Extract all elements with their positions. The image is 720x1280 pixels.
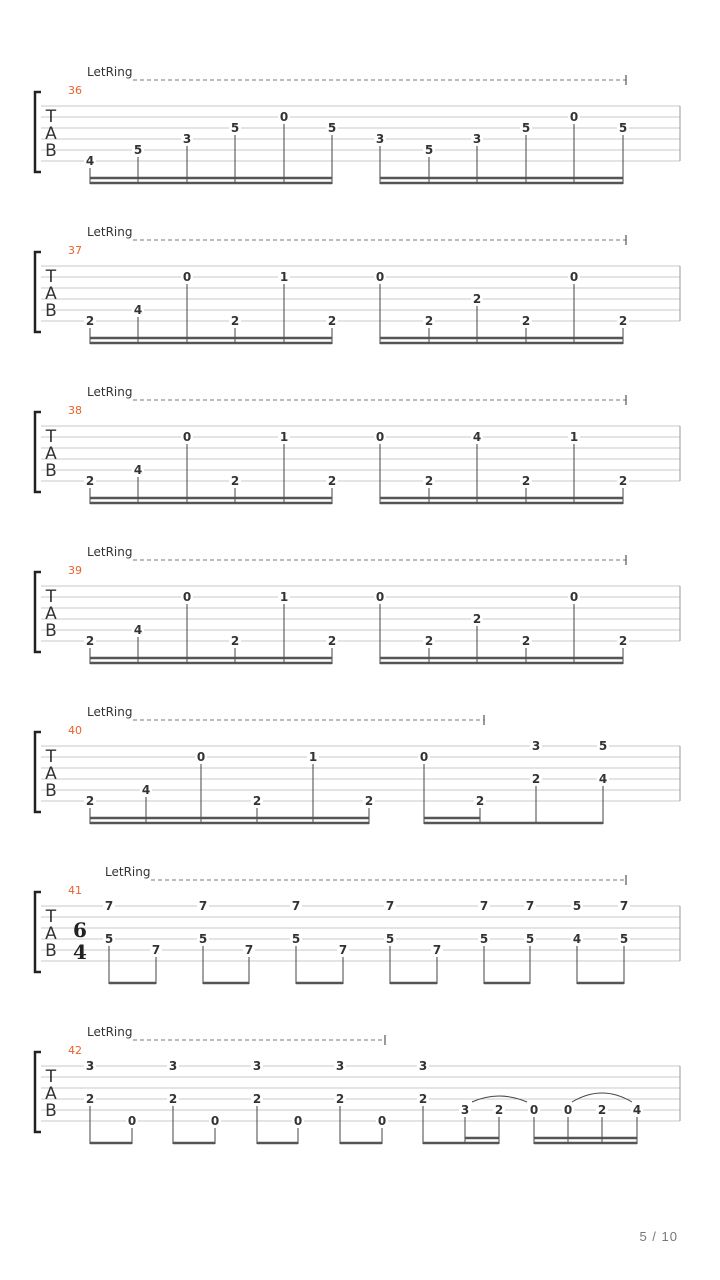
time-signature-bottom: 4 xyxy=(73,940,87,964)
tab-clef-letter: B xyxy=(45,1101,57,1121)
tab-clef-letter: T xyxy=(45,747,57,767)
tab-system-40 xyxy=(35,705,680,824)
fret-number: 4 xyxy=(133,303,143,317)
fret-number: 1 xyxy=(308,750,318,764)
system-bracket xyxy=(35,572,41,652)
fret-number: 3 xyxy=(460,1103,470,1117)
fret-number: 5 xyxy=(104,932,114,946)
fret-number: 2 xyxy=(424,474,434,488)
fret-number: 2 xyxy=(521,634,531,648)
fret-number: 7 xyxy=(479,899,489,913)
fret-number: 0 xyxy=(569,270,579,284)
system-bracket xyxy=(35,252,41,332)
time-signature-top: 6 xyxy=(73,918,87,942)
fret-number: 3 xyxy=(418,1059,428,1073)
fret-number: 4 xyxy=(141,783,151,797)
tab-clef-letter: T xyxy=(45,1067,57,1087)
fret-number: 0 xyxy=(375,590,385,604)
fret-number: 0 xyxy=(210,1114,220,1128)
page-number: 5 / 10 xyxy=(639,1229,678,1244)
fret-number: 3 xyxy=(168,1059,178,1073)
fret-number: 4 xyxy=(598,772,608,786)
fret-number: 3 xyxy=(335,1059,345,1073)
fret-number: 5 xyxy=(230,121,240,135)
fret-number: 2 xyxy=(618,314,628,328)
fret-number: 1 xyxy=(279,590,289,604)
fret-number: 3 xyxy=(472,132,482,146)
fret-number: 2 xyxy=(327,474,337,488)
fret-number: 2 xyxy=(327,314,337,328)
fret-number: 5 xyxy=(327,121,337,135)
fret-number: 2 xyxy=(335,1092,345,1106)
fret-number: 5 xyxy=(598,739,608,753)
tab-system-38 xyxy=(35,385,680,504)
system-bracket xyxy=(35,892,41,972)
fret-number: 7 xyxy=(619,899,629,913)
fret-number: 5 xyxy=(618,121,628,135)
fret-number: 5 xyxy=(525,932,535,946)
fret-number: 7 xyxy=(338,943,348,957)
fret-number: 2 xyxy=(252,1092,262,1106)
fret-number: 2 xyxy=(424,314,434,328)
fret-number: 5 xyxy=(572,899,582,913)
fret-number: 0 xyxy=(419,750,429,764)
tab-system-42 xyxy=(35,1025,680,1144)
measure-number: 41 xyxy=(68,884,82,897)
fret-number: 5 xyxy=(619,932,629,946)
system-bracket xyxy=(35,732,41,812)
fret-number: 0 xyxy=(182,430,192,444)
measure-number: 38 xyxy=(68,404,82,417)
fret-number: 2 xyxy=(85,474,95,488)
fret-number: 2 xyxy=(252,794,262,808)
fret-number: 5 xyxy=(198,932,208,946)
fret-number: 0 xyxy=(529,1103,539,1117)
tab-clef-letter: A xyxy=(45,444,57,464)
fret-number: 2 xyxy=(531,772,541,786)
tab-system-41 xyxy=(35,865,680,984)
tab-clef-letter: B xyxy=(45,141,57,161)
system-bracket xyxy=(35,92,41,172)
fret-number: 2 xyxy=(168,1092,178,1106)
fret-number: 7 xyxy=(104,899,114,913)
fret-number: 0 xyxy=(182,270,192,284)
fret-number: 7 xyxy=(385,899,395,913)
let-ring-label: LetRing xyxy=(87,385,133,399)
fret-number: 5 xyxy=(291,932,301,946)
fret-number: 2 xyxy=(494,1103,504,1117)
tab-system-36 xyxy=(35,65,680,184)
fret-number: 0 xyxy=(182,590,192,604)
fret-number: 4 xyxy=(632,1103,642,1117)
fret-number: 3 xyxy=(375,132,385,146)
fret-number: 2 xyxy=(618,634,628,648)
fret-number: 2 xyxy=(230,474,240,488)
tab-clef-letter: B xyxy=(45,461,57,481)
fret-number: 4 xyxy=(133,623,143,637)
fret-number: 2 xyxy=(472,292,482,306)
fret-number: 2 xyxy=(521,314,531,328)
fret-number: 2 xyxy=(85,314,95,328)
fret-number: 2 xyxy=(475,794,485,808)
fret-number: 3 xyxy=(252,1059,262,1073)
fret-number: 2 xyxy=(472,612,482,626)
tab-clef-letter: T xyxy=(45,427,57,447)
fret-number: 3 xyxy=(531,739,541,753)
fret-number: 5 xyxy=(385,932,395,946)
fret-number: 2 xyxy=(85,634,95,648)
let-ring-label: LetRing xyxy=(87,545,133,559)
let-ring-label: LetRing xyxy=(87,705,133,719)
fret-number: 2 xyxy=(327,634,337,648)
fret-number: 0 xyxy=(375,430,385,444)
measure-number: 37 xyxy=(68,244,82,257)
fret-number: 5 xyxy=(424,143,434,157)
fret-number: 2 xyxy=(230,314,240,328)
tab-clef-letter: T xyxy=(45,107,57,127)
tab-system-39 xyxy=(35,545,680,664)
tab-clef-letter: B xyxy=(45,941,57,961)
system-bracket xyxy=(35,1052,41,1132)
let-ring-label: LetRing xyxy=(105,865,151,879)
measure-number: 36 xyxy=(68,84,82,97)
tab-clef-letter: A xyxy=(45,924,57,944)
tab-clef-letter: T xyxy=(45,907,57,927)
let-ring-label: LetRing xyxy=(87,225,133,239)
fret-number: 4 xyxy=(572,932,582,946)
fret-number: 2 xyxy=(85,1092,95,1106)
tab-clef-letter: A xyxy=(45,124,57,144)
fret-number: 5 xyxy=(521,121,531,135)
fret-number: 0 xyxy=(279,110,289,124)
fret-number: 0 xyxy=(569,590,579,604)
measure-number: 40 xyxy=(68,724,82,737)
measure-number: 39 xyxy=(68,564,82,577)
measure-number: 42 xyxy=(68,1044,82,1057)
tab-clef-letter: T xyxy=(45,587,57,607)
fret-number: 0 xyxy=(377,1114,387,1128)
tab-clef-letter: A xyxy=(45,764,57,784)
system-bracket xyxy=(35,412,41,492)
fret-number: 1 xyxy=(279,270,289,284)
fret-number: 2 xyxy=(418,1092,428,1106)
fret-number: 4 xyxy=(133,463,143,477)
fret-number: 2 xyxy=(521,474,531,488)
fret-number: 7 xyxy=(244,943,254,957)
fret-number: 7 xyxy=(525,899,535,913)
fret-number: 0 xyxy=(293,1114,303,1128)
slur xyxy=(572,1093,632,1102)
fret-number: 5 xyxy=(479,932,489,946)
tab-clef-letter: A xyxy=(45,284,57,304)
fret-number: 4 xyxy=(85,154,95,168)
tab-clef-letter: B xyxy=(45,781,57,801)
tab-clef-letter: B xyxy=(45,621,57,641)
fret-number: 2 xyxy=(230,634,240,648)
fret-number: 7 xyxy=(198,899,208,913)
let-ring-label: LetRing xyxy=(87,65,133,79)
fret-number: 2 xyxy=(424,634,434,648)
fret-number: 0 xyxy=(563,1103,573,1117)
fret-number: 2 xyxy=(618,474,628,488)
fret-number: 1 xyxy=(569,430,579,444)
fret-number: 0 xyxy=(569,110,579,124)
fret-number: 7 xyxy=(151,943,161,957)
fret-number: 2 xyxy=(597,1103,607,1117)
fret-number: 3 xyxy=(85,1059,95,1073)
fret-number: 7 xyxy=(432,943,442,957)
fret-number: 5 xyxy=(133,143,143,157)
tab-clef-letter: B xyxy=(45,301,57,321)
tab-clef-letter: T xyxy=(45,267,57,287)
fret-number: 0 xyxy=(127,1114,137,1128)
fret-number: 3 xyxy=(182,132,192,146)
fret-number: 2 xyxy=(85,794,95,808)
fret-number: 2 xyxy=(364,794,374,808)
fret-number: 0 xyxy=(375,270,385,284)
fret-number: 7 xyxy=(291,899,301,913)
fret-number: 0 xyxy=(196,750,206,764)
tab-clef-letter: A xyxy=(45,1084,57,1104)
tab-clef-letter: A xyxy=(45,604,57,624)
let-ring-label: LetRing xyxy=(87,1025,133,1039)
fret-number: 4 xyxy=(472,430,482,444)
fret-number: 1 xyxy=(279,430,289,444)
tab-system-37 xyxy=(35,225,680,344)
